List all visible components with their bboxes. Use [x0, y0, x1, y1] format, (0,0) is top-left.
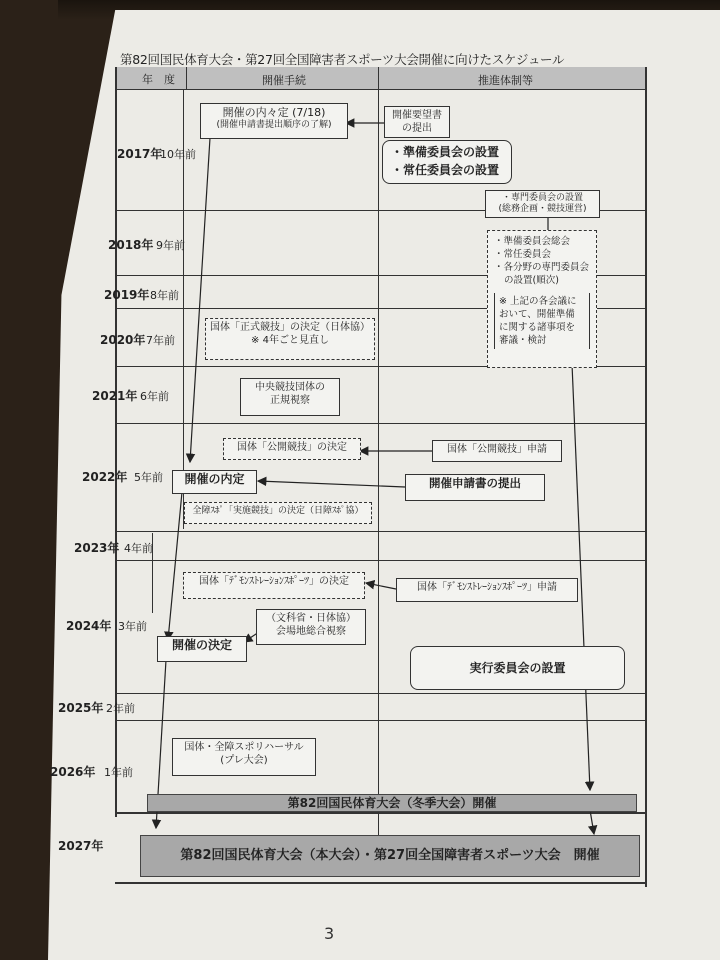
youbou-label-2: の提出 — [402, 123, 432, 134]
youbou-label: 開催要望書 — [392, 110, 442, 121]
seishiki-box — [205, 318, 375, 360]
seishiki-note: ※ 4年ごと見直し — [251, 335, 329, 346]
year-label: 2023年 — [74, 541, 120, 555]
year-label: 2018年 — [108, 238, 154, 252]
junbi-box — [382, 140, 512, 184]
winter-games-label: 第82回国民体育大会（冬季大会）開催 — [287, 796, 497, 810]
years-ago-label: 8年前 — [150, 289, 179, 302]
jisshi-box — [184, 502, 372, 524]
chuou-label: 中央競技団体の — [255, 382, 325, 393]
demo-request-box — [396, 578, 578, 602]
year-label: 2021年 — [92, 389, 138, 403]
winter-games-bar — [147, 794, 637, 812]
sokai-note-3: に関する諸事項を — [499, 322, 576, 333]
year-label: 2025年 — [58, 701, 104, 715]
demo-label: 国体「ﾃﾞﾓﾝｽﾄﾚｰｼｮﾝｽﾎﾟｰﾂ」の決定 — [199, 576, 349, 587]
demo-request-label: 国体「ﾃﾞﾓﾝｽﾄﾚｰｼｮﾝｽﾎﾟｰﾂ」申請 — [417, 582, 557, 593]
kettei-box — [157, 636, 247, 662]
year-label: 2019年 — [104, 288, 150, 302]
naitei-label: 開催の内定 — [184, 472, 245, 486]
junbi-label: ・準備委員会の設置 — [391, 145, 500, 159]
demo-box — [183, 572, 365, 599]
years-ago-label: 3年前 — [118, 620, 147, 633]
senmon-box — [485, 190, 600, 218]
years-ago-label: 9年前 — [156, 239, 185, 252]
sokai-box — [487, 230, 597, 368]
shisatsu-box — [256, 609, 366, 645]
chuou-label-2: 正規視察 — [270, 395, 310, 406]
senmon-note: (総務企画・競技運営) — [498, 204, 587, 214]
year-label: 2026年 — [50, 765, 96, 779]
sokai-note-4: 審議・検討 — [499, 335, 547, 346]
naiteinai-box — [200, 103, 348, 139]
koukai-request-label: 国体「公開競技」申請 — [447, 444, 547, 455]
jikkou-label: 実行委員会の設置 — [469, 661, 566, 675]
years-ago-label: 5年前 — [134, 471, 163, 484]
chuou-box — [240, 378, 340, 416]
rehearsal-label: 国体・全障スポリハーサル — [184, 742, 304, 753]
koukai-box — [223, 438, 361, 460]
shinsei-box — [405, 474, 545, 501]
sokai-note — [494, 293, 590, 349]
years-ago-label: 10年前 — [160, 148, 196, 161]
shisatsu-label: 会場地総合視察 — [276, 626, 346, 637]
header-system: 推進体制等 — [478, 74, 533, 87]
naiteinai-note: (開催申請書提出順序の了解) — [216, 120, 332, 130]
main-games-bar — [140, 835, 640, 877]
seishiki-label: 国体「正式競技」の決定（日体協） — [210, 322, 370, 333]
jisshi-label: 全障ｽﾎﾟ「実施競技」の決定（日障ｽﾎﾟ協） — [192, 506, 364, 516]
jounin-label: ・常任委員会の設置 — [391, 163, 500, 177]
years-ago-label: 6年前 — [140, 390, 169, 403]
youbou-box — [384, 106, 450, 138]
years-ago-label: 7年前 — [146, 334, 175, 347]
document-title: 第82回国民体育大会・第27回全国障害者スポーツ大会開催に向けたスケジュール — [120, 52, 565, 67]
senmon-label: ・専門委員会の設置 — [501, 193, 583, 203]
years-ago-label: 4年前 — [124, 542, 153, 555]
sokai-label: ・準備委員会総会 — [494, 236, 571, 247]
years-ago-label: 1年前 — [104, 766, 133, 779]
jikkou-box — [410, 646, 625, 690]
shinsei-label: 開催申請書の提出 — [429, 476, 521, 490]
naiteinai-label: 開催の内々定 (7/18) — [222, 106, 326, 119]
sokai-note-2: おいて、開催準備 — [499, 309, 575, 320]
sokai-note-1: ※ 上記の各会議に — [499, 296, 577, 307]
year-label: 2027年 — [58, 839, 104, 853]
rehearsal-note: (プレ大会) — [220, 755, 268, 766]
sokai-label-4: の設置(順次) — [504, 275, 559, 286]
sokai-label-2: ・常任委員会 — [494, 249, 552, 260]
kettei-label: 開催の決定 — [171, 638, 232, 652]
koukai-request-box — [432, 440, 562, 462]
rehearsal-box — [172, 738, 316, 776]
sokai-label-3: ・各分野の専門委員会 — [494, 262, 590, 273]
year-label: 2017年 — [117, 147, 163, 161]
naitei-box — [172, 470, 257, 494]
year-label: 2024年 — [66, 619, 112, 633]
year-label: 2022年 — [82, 470, 128, 484]
main-games-label: 第82回国民体育大会（本大会）・第27回全国障害者スポーツ大会 開催 — [180, 848, 600, 863]
year-label: 2020年 — [100, 333, 146, 347]
header-procedure: 開催手続 — [262, 74, 306, 87]
header-year: 年 度 — [142, 73, 175, 86]
page-number: 3 — [324, 924, 335, 943]
years-ago-label: 2年前 — [106, 702, 135, 715]
koukai-label: 国体「公開競技」の決定 — [237, 442, 347, 453]
shisatsu-org: （文科省・日体協） — [266, 613, 356, 624]
